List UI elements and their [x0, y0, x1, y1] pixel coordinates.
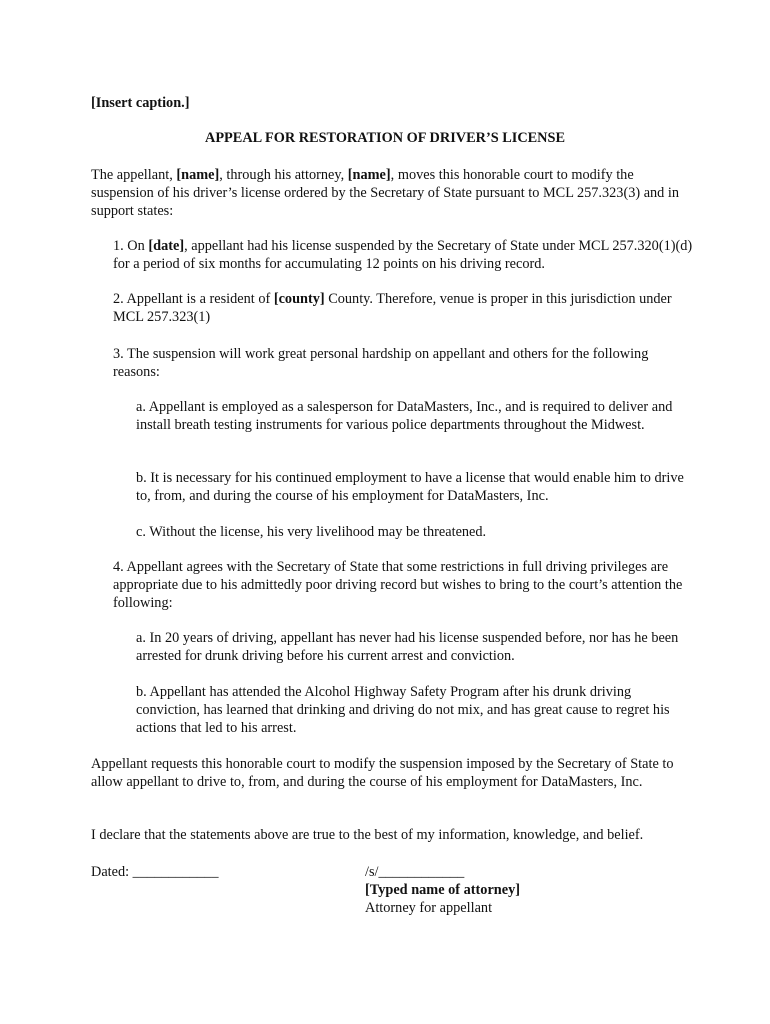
item-3c: c. Without the license, his very livelihood may be threatened. [136, 524, 487, 540]
item-4: 4. Appellant agrees with the Secretary of State that some restrictions in full driving privileges are appropriate due to his admittedly poor driving record but wishes to bring to the court’s attention the following: [113, 559, 683, 611]
signature-line: /s/____________ [365, 864, 465, 880]
attorney-role: Attorney for appellant [365, 900, 493, 916]
typed-attorney-name: [Typed name of attorney] [365, 882, 520, 898]
intro-paragraph: The appellant, [name], through his attorney, [name], moves this honorable court to modify the suspension of his driver’s license ordered by the Secretary of State pursuant to MCL 257.323(3) and in support states: [91, 167, 680, 219]
item-3b: b. It is necessary for his continued employment to have a license that would enable him to drive to, from, and during the course of his employment for DataMasters, Inc. [136, 470, 684, 504]
caption-placeholder: [Insert caption.] [91, 95, 190, 111]
item-2: 2. Appellant is a resident of [county] County. Therefore, venue is proper in this jurisdiction under MCL 257.323(1) [113, 291, 672, 325]
attorney-name-placeholder: [name] [347, 167, 391, 183]
request-paragraph: Appellant requests this honorable court to modify the suspension imposed by the Secretary of State to allow appellant to drive to, from, and during the course of his employment for DataMasters, Inc. [91, 756, 674, 790]
item-4b: b. Appellant has attended the Alcohol Highway Safety Program after his drunk driving conviction, has learned that drinking and driving do not mix, and has great cause to regret his actions that led to his arrest. [136, 684, 670, 736]
item-3: 3. The suspension will work great personal hardship on appellant and others for the following reasons: [113, 346, 649, 380]
item-1: 1. On [date], appellant had his license suspended by the Secretary of State under MCL 257.320(1)(d) for a period of six months for accumulating 12 points on his driving record. [113, 238, 693, 272]
item-3a: a. Appellant is employed as a salesperson for DataMasters, Inc., and is required to deliver and install breath testing instruments for various police departments throughout the Midwest. [136, 399, 673, 433]
county-placeholder: [county] [273, 291, 325, 307]
declaration-paragraph: I declare that the statements above are true to the best of my information, knowledge, and belief. [91, 827, 644, 843]
item-4a: a. In 20 years of driving, appellant has never had his license suspended before, nor has he been arrested for drunk driving before his current arrest and conviction. [136, 630, 679, 664]
document-title: APPEAL FOR RESTORATION OF DRIVER’S LICENSE [205, 130, 565, 146]
date-placeholder: [date] [148, 238, 185, 254]
signature-block [365, 863, 520, 917]
dated-line: Dated: ____________ [91, 864, 219, 880]
name-placeholder: [name] [176, 167, 220, 183]
